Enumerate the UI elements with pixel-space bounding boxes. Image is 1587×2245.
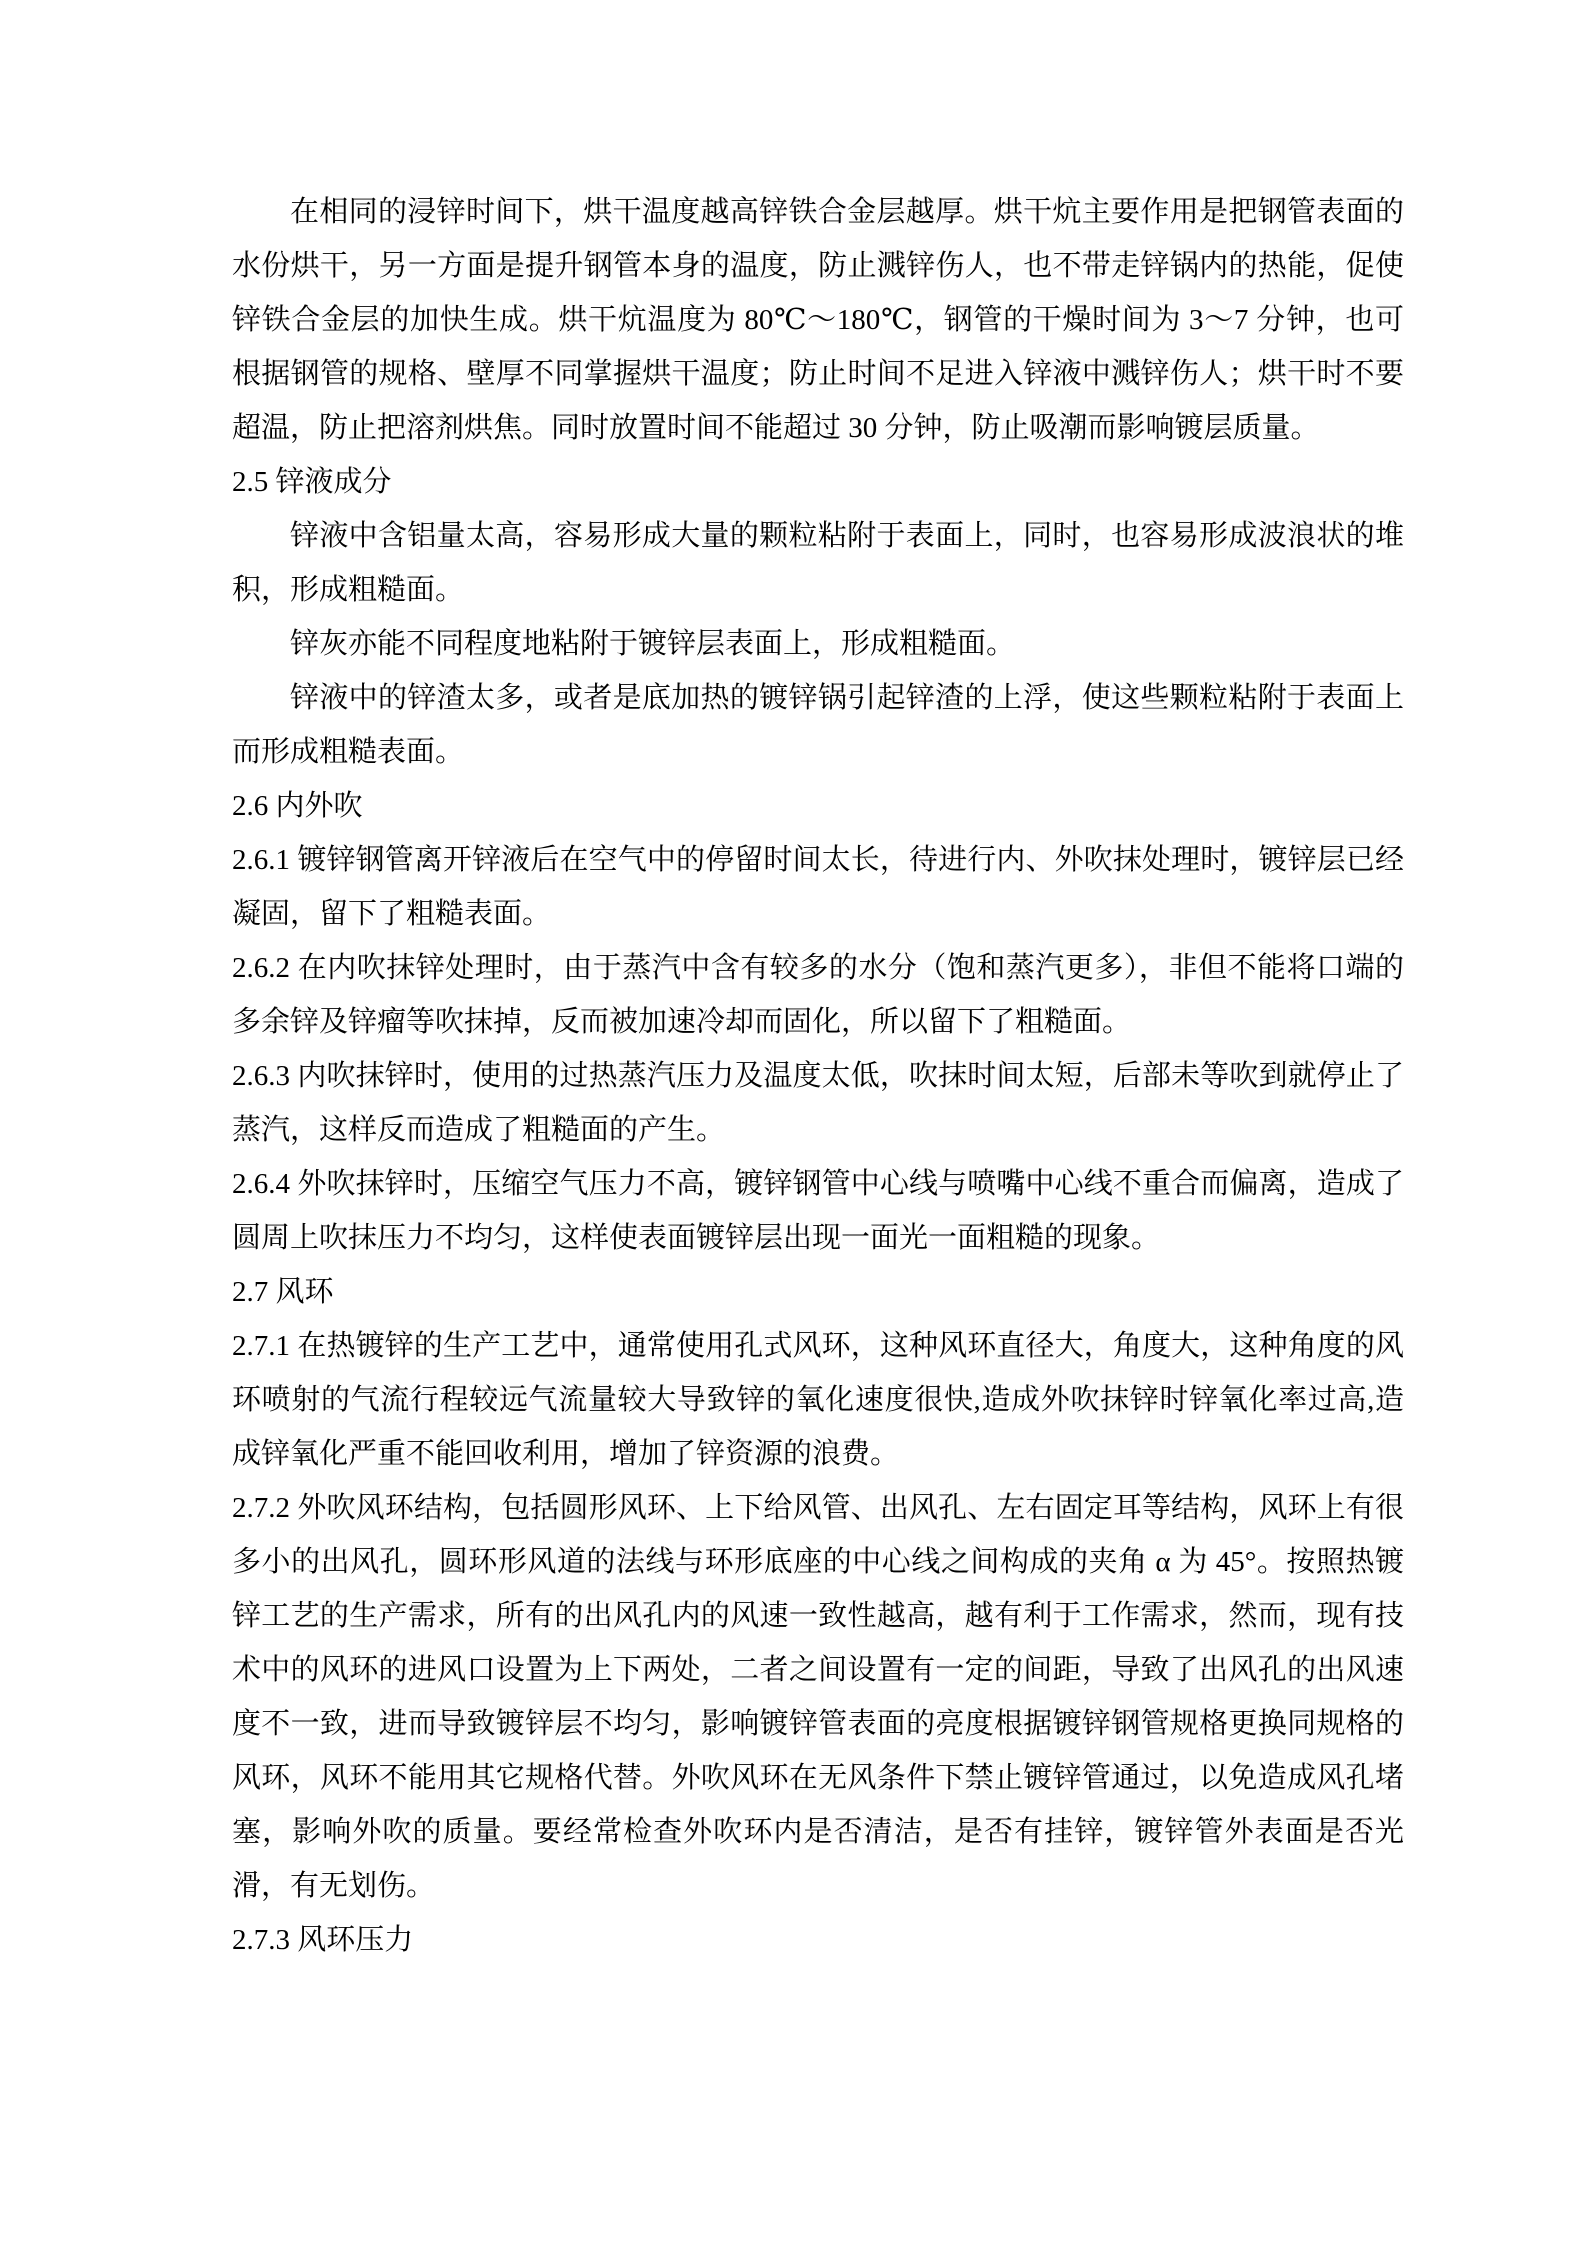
paragraph-2-7-2: 2.7.2 外吹风环结构，包括圆形风环、上下给风管、出风孔、左右固定耳等结构，风环上有很多小的出风孔，圆环形风道的法线与环形底座的中心线之间构成的夹角 α 为 45°。按照热镀锌工艺的生产需求，所有的出风孔内的风速一致性越高，越有利于工作需求，然而，现有技术中的风环的进风口设置为上下两处，二者之间设置有一定的间距，导致了出风孔的出风速度不一致，进而导致镀锌层不均匀，影响镀锌管表面的亮度根据镀锌钢管规格更换同规格的风环，风环不能用其它规格代替。外吹风环在无风条件下禁止镀锌管通过，以免造成风孔堵塞，影响外吹的质量。要经常检查外吹环内是否清洁，是否有挂锌，镀锌管外表面是否光滑，有无划伤。 [232, 1492, 1404, 1902]
paragraph-2-7-1: 2.7.1 在热镀锌的生产工艺中，通常使用孔式风环，这种风环直径大，角度大，这种角度的风环喷射的气流行程较远气流量较大导致锌的氧化速度很快,造成外吹抹锌时锌氧化率过高,造成锌氧化严重不能回收利用，增加了锌资源的浪费。 [232, 1330, 1404, 1470]
section-heading-2-5: 2.5 锌液成分 [232, 466, 392, 498]
paragraph-2-6-1: 2.6.1 镀锌钢管离开锌液后在空气中的停留时间太长，待进行内、外吹抹处理时，镀锌层已经凝固，留下了粗糙表面。 [232, 844, 1404, 930]
section-heading-2-7: 2.7 风环 [232, 1276, 334, 1308]
paragraph-2-6-3: 2.6.3 内吹抹锌时，使用的过热蒸汽压力及温度太低，吹抹时间太短，后部未等吹到就停止了蒸汽，这样反而造成了粗糙面的产生。 [232, 1060, 1404, 1146]
paragraph-zinc-ash: 锌灰亦能不同程度地粘附于镀锌层表面上，形成粗糙面。 [290, 628, 1016, 660]
section-heading-2-6: 2.6 内外吹 [232, 790, 363, 822]
paragraph-drying-kiln: 在相同的浸锌时间下，烘干温度越高锌铁合金层越厚。烘干炕主要作用是把钢管表面的水份烘干，另一方面是提升钢管本身的温度，防止溅锌伤人，也不带走锌锅内的热能，促使锌铁合金层的加快生成。烘干炕温度为 80℃～180℃，钢管的干燥时间为 3～7 分钟，也可根据钢管的规格、壁厚不同掌握烘干温度；防止时间不足进入锌液中溅锌伤人；烘干时不要超温，防止把溶剂烘焦。同时放置时间不能超过 30 分钟，防止吸潮而影响镀层质量。 [232, 196, 1404, 444]
paragraph-zinc-dross: 锌液中的锌渣太多，或者是底加热的镀锌锅引起锌渣的上浮，使这些颗粒粘附于表面上而形成粗糙表面。 [232, 682, 1404, 768]
paragraph-2-6-4: 2.6.4 外吹抹锌时，压缩空气压力不高，镀锌钢管中心线与喷嘴中心线不重合而偏离，造成了圆周上吹抹压力不均匀，这样使表面镀锌层出现一面光一面粗糙的现象。 [232, 1168, 1404, 1254]
paragraph-zinc-aluminium: 锌液中含铝量太高，容易形成大量的颗粒粘附于表面上，同时，也容易形成波浪状的堆积，形成粗糙面。 [232, 520, 1404, 606]
section-heading-2-7-3: 2.7.3 风环压力 [232, 1924, 414, 1956]
paragraph-2-6-2: 2.6.2 在内吹抹锌处理时，由于蒸汽中含有较多的水分（饱和蒸汽更多），非但不能将口端的多余锌及锌瘤等吹抹掉，反而被加速冷却而固化，所以留下了粗糙面。 [232, 952, 1404, 1038]
